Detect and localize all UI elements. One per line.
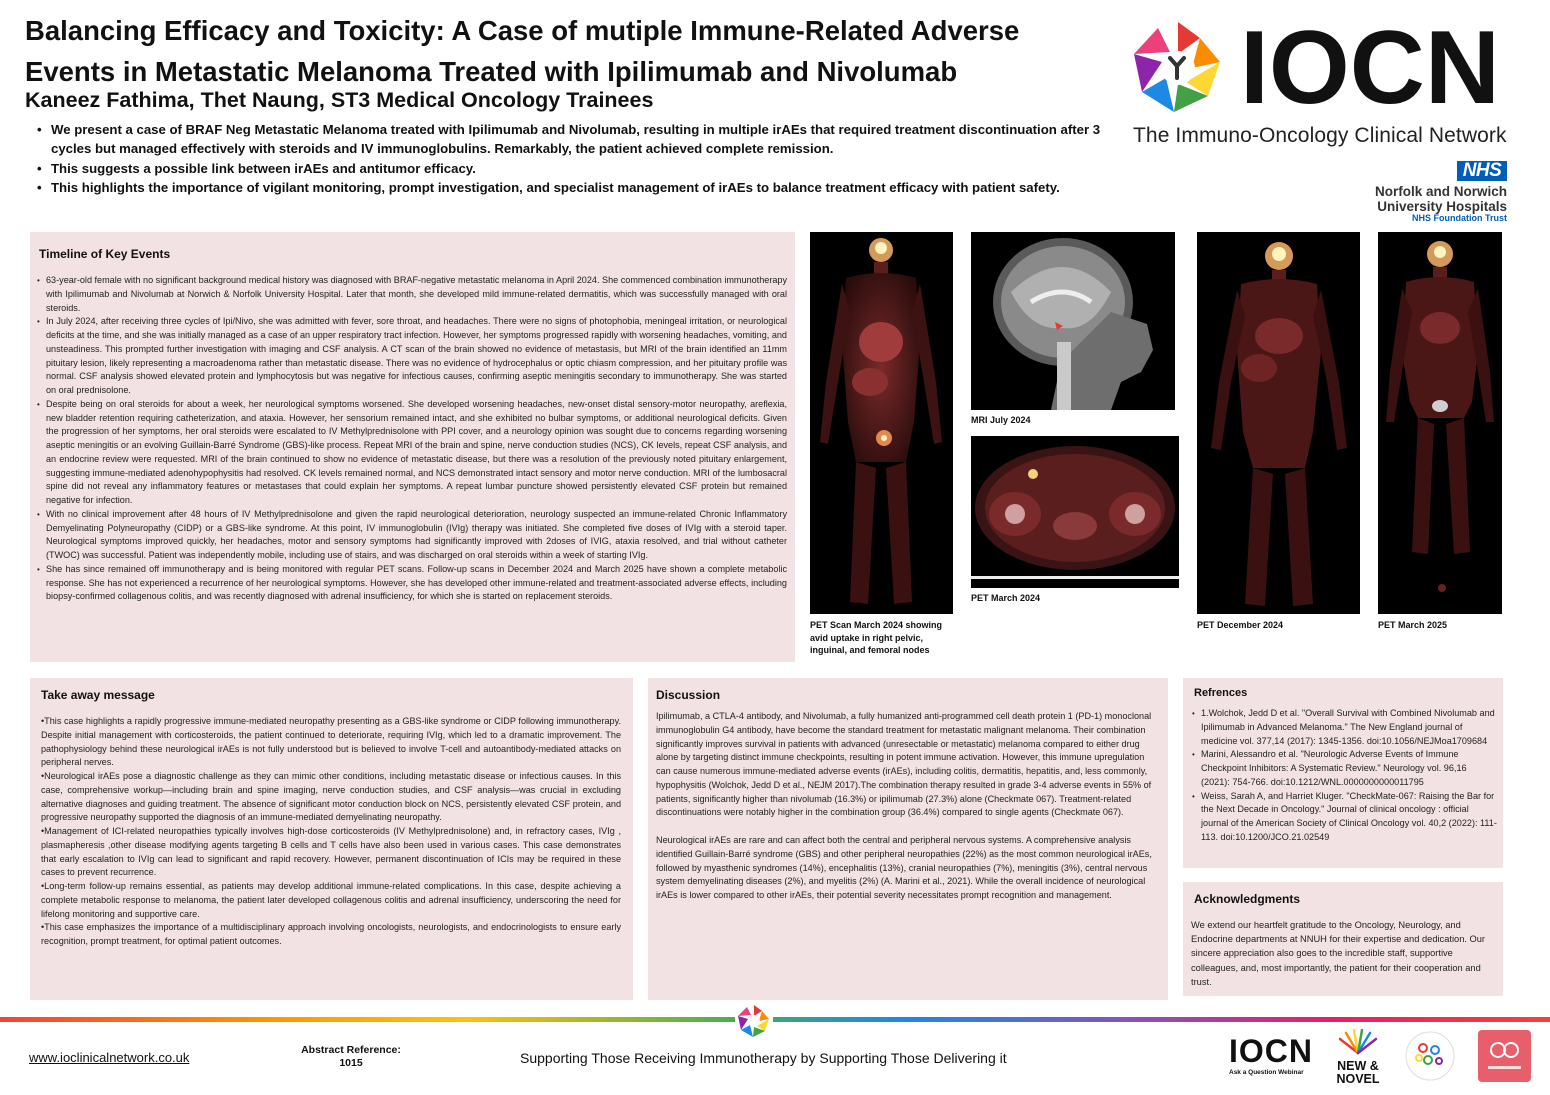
pet-dec-caption: PET December 2024 xyxy=(1197,620,1284,630)
timeline-list xyxy=(37,274,787,604)
intro-bullet: • We present a case of BRAF Neg Metastatic Melanoma treated with Ipilimumab and Nivolumab, resulting in multiple irAEs that required treatment discontinuation after 3 cycles but managed effectively with steroids and IV immunoglobulins. Remarkably, the patient achieved complete remission. xyxy=(35,120,1105,159)
acknowledgments-text: We extend our heartfelt gratitude to the Oncology, Neurology, and Endocrine departments at NNUH for their expertise and dedication. Our sincere appreciation also goes to the incredible staff, supportive colleagues, and, most importantly, the patient for their cooperation and trust. xyxy=(1191,920,1486,987)
sunburst-icon xyxy=(1332,1029,1384,1055)
abstract-label: Abstract Reference: xyxy=(301,1044,401,1056)
takeaway-text xyxy=(41,715,621,949)
acknowledgments-panel xyxy=(1183,882,1503,996)
mri-july-2024-image xyxy=(971,232,1175,410)
pet-pelvis-caption: PET March 2024 xyxy=(971,593,1041,603)
reference-item: • Marini, Alessandro et al. "Neurologic Adverse Events of Immune Checkpoint Inhibitors: A Systematic Review." Neurology vol. 96,16 (2021): 754-766. doi:10.1212/WNL.0000000000011795 xyxy=(1192,748,1497,789)
discussion-panel xyxy=(648,678,1168,1000)
discussion-heading: Discussion xyxy=(656,688,721,702)
nhs-logo: NHS xyxy=(1457,161,1507,181)
acknowledgments-heading: Acknowledgments xyxy=(1194,892,1301,906)
discussion-text xyxy=(656,710,1156,917)
iocn-flower-icon xyxy=(1128,18,1528,118)
timeline-item: • 63-year-old female with no significant background medical history was diagnosed with BRAF-negative metastatic melanoma in April 2024. She commenced combination immunotherapy with Ipilimumab and Nivolumab at Norwich & Norfolk University Hospital. Later that month, she developed mild immune-related dermatitis, which was successfully managed with oral steroids. xyxy=(37,274,787,315)
national-io-education-forum-logo xyxy=(1395,1028,1465,1084)
reference-item: • Weiss, Sarah A, and Harriet Kluger. "CheckMate-067: Raising the Bar for the Next Decade in Oncology." Journal of clinical oncology : official journal of the American Society of Clinical Oncology vol. 40,2 (2022): 111-113. doi:10.1200/JCO.21.02549 xyxy=(1192,790,1497,845)
reference-item: • 1.Wolchok, Jedd D et al. "Overall Survival with Combined Nivolumab and Ipilimumab in Advanced Melanoma." The New England journal of medicine vol. 377,14 (2017): 1345-1356. doi:10.1056/NEJMoa1709684 xyxy=(1192,707,1497,748)
iocn-logo xyxy=(1128,18,1528,118)
takeaway-paragraph: •This case highlights a rapidly progressive immune-mediated neuropathy presenting as a GBS-like syndrome or CIDP following immunotherapy. Despite initial management with corticosteroids, the patient continued to deteriorate, requiring IVIg, which led to a dramatic improvement. The pathophysiology behind these neurological irAEs is not fully understood but is believed to involve T-cell and autoantibody-mediated attacks on peripheral nerves. xyxy=(41,716,621,768)
abstract-number: 1015 xyxy=(339,1057,363,1069)
timeline-item: • With no clinical improvement after 48 hours of IV Methylprednisolone and given the rapid neurological deterioration, neurology suspected an immune-related Chronic Inflammatory Demyelinating Polyneuropathy (CIDP) or a GBS-like syndrome. At this point, IV immunoglobulin (IVIg) therapy was initiated. She completed five doses of IVIg with a steroid taper. Neurological symptoms improved quickly, her headaches, motor and sensory symptoms had significantly improved with 2doses of IVIG, ataxia resolved, and trial without catheter (TWOC) was successful. Patient was independently mobile, including use of stairs, and was discharged on oral steroids within a week of starting IVIg. xyxy=(37,508,787,563)
pet-december-2024-image xyxy=(1197,232,1360,614)
takeaway-paragraph: •Long-term follow-up remains essential, as patients may develop additional immune-related complications. In this case, despite achieving a complete metabolic response to melanoma, the patient later developed collagenous colitis and adrenal insufficiency, underscoring the need for lifelong monitoring and supportive care. xyxy=(41,881,621,919)
takeaway-paragraph: •This case emphasizes the importance of a multidisciplinary approach involving oncologists, neurologists, and endocrinologists to ensure early recognition, prompt treatment, for optimal patient outcomes. xyxy=(41,922,621,946)
new-novel-line1: NEW & xyxy=(1337,1059,1379,1073)
discussion-paragraph: Neurological irAEs are rare and can affect both the central and peripheral nervous systems. A comprehensive analysis identified Guillain-Barré syndrome (GBS) and other peripheral neuropathies (22%) as the most common neurological irAEs, followed by myasthenic syndromes (14%), encephalitis (13%), cranial neuropathies (7%), meningitis (3%), central nervous system demyelinating diseases (2%), and myelitis (2%) (A. Marini et al., 2021). While the overall incidence of neurological irAEs is lower compared to other irAEs, their potential severity necessitates prompt recognition and management. xyxy=(656,835,1152,900)
references-heading: Refrences xyxy=(1194,687,1248,699)
the-immunoscientists-logo xyxy=(1478,1030,1531,1082)
new-and-novel-logo xyxy=(1332,1029,1384,1086)
iocn-webinar-logo xyxy=(1229,1035,1313,1076)
nhs-trust-name: Norfolk and Norwich University Hospitals xyxy=(1374,184,1507,214)
nhs-foundation-trust: NHS Foundation Trust xyxy=(1412,213,1507,223)
footer-rainbow-divider xyxy=(0,1017,1550,1022)
abstract-reference xyxy=(298,1044,404,1070)
new-novel-line2: NOVEL xyxy=(1336,1072,1380,1086)
discussion-paragraph: Ipilimumab, a CTLA-4 antibody, and Nivolumab, a fully humanized anti-programmed cell death protein 1 (PD-1) monoclonal immunoglobulin G4 antibody, have become the standard treatment for metastatic malignant melanoma. Their combination significantly improves survival in patients with advanced (unresectable or metastatic) melanoma compared to either drug alone by targeting distinct immune checkpoints, resulting in potent immune activation. However, this immune upregulation can cause numerous immune-mediated adverse events (irAEs), including colitis, dermatitis, hepatitis, and, less commonly, hypophysitis (Wolchok, Jedd D et al., NEJM 2017).The combination therapy resulted in grade 3-4 adverse events in 55% of patients, significantly higher than nivolumab (16.3%) or ipilimumab (27.3%) alone (Checkmate 067). Treatment-related discontinuations were notably higher in the combination group (36.4%) compared to single agents (Checkmate 067). xyxy=(656,711,1152,818)
intro-bullet: • This suggests a possible link between irAEs and antitumor efficacy. xyxy=(35,159,1105,178)
footer-slogan: Supporting Those Receiving Immunotherapy by Supporting Those Delivering it xyxy=(520,1050,1007,1066)
svg-text:IOCN: IOCN xyxy=(1240,18,1500,118)
pet-scan-march-2024-image xyxy=(810,232,953,614)
takeaway-panel xyxy=(30,678,633,1000)
intro-bullets xyxy=(35,120,1105,198)
timeline-item: • Despite being on oral steroids for about a week, her neurological symptoms worsened. She developed worsening headaches, new-onset distal sensory-motor neuropathy, areflexia, new bladder retention requiring catheterization, and ataxia. However, her sensorium remained intact, and she exhibited no bulbar symptoms, or additional neurological deficits. Given the progression of her symptoms, her oral steroids were escalated to IV Methylprednisolone with PPI cover, and a neurology opinion was sought due to concerns regarding worsening aseptic meningitis or an evolving Guillain-Barré Syndrome (GBS)-like process. Repeat MRI of the brain and spine, nerve conduction studies (NCS), CK levels, repeat CSF analysis, and an endocrine review were requested. MRI of the brain continued to show no evidence of metastatic disease, but there was a resolution of the previously noted pituitary enlargement, suggesting immune-mediated adenohypophysitis had resolved. CK levels remained normal, and NCS demonstrated intact sensory and motor nerve conduction. MRI of the lumbosacral spine did not reveal any inflammatory features or metastases that could explain her symptoms. A repeat lumbar puncture showed persistently elevated CSF protein but remained negative for infection. xyxy=(37,398,787,508)
authors: Kaneez Fathima, Thet Naung, ST3 Medical Oncology Trainees xyxy=(25,88,654,112)
iocn-webinar-logo-text: IOCN xyxy=(1229,1033,1313,1069)
takeaway-paragraph: •Management of ICI-related neuropathies typically involves high-dose corticosteroids (IV Methylprednisolone) and, in refractory cases, IVIg , plasmapheresis ,other disease modifying agents targeting B cells and T cells have also been used in various cases. This case demonstrates that early escalation to IVIg can lead to significant and rapid recovery. However, permanent discontinuation of ICIs may be required in these cases to prevent recurrence. xyxy=(41,826,621,878)
timeline-panel xyxy=(30,232,795,662)
pet-mar2025-caption: PET March 2025 xyxy=(1378,620,1448,630)
intro-bullet: • This highlights the importance of vigilant monitoring, prompt investigation, and specialist management of irAEs to balance treatment efficacy with patient safety. xyxy=(35,178,1105,197)
takeaway-paragraph: •Neurological irAEs pose a diagnostic challenge as they can mimic other conditions, including metastatic disease or infectious causes. In this case, comprehensive workup—including brain and spine imaging, nerve conduction studies, and CSF analysis—was crucial in excluding alternative diagnoses and guiding treatment. The absence of significant motor conduction block on NCS, persistently elevated CSF protein, and progressive neuropathy supported the diagnosis of an immune-mediated demyelinating neuropathy. xyxy=(41,771,621,823)
mri-caption: MRI July 2024 xyxy=(971,415,1031,425)
pet-pelvis-march-2024-image xyxy=(971,436,1179,588)
iocn-webinar-subtitle: Ask a Question Webinar xyxy=(1229,1069,1304,1076)
timeline-item: • She has since remained off immunotherapy and is being monitored with regular PET scans. Follow-up scans in December 2024 and March 2025 have shown a complete metabolic response. She has not experienced a recurrence of her neurological symptoms. However, she has developed other immune-related and treatment-associated adverse effects, including biopsy-confirmed collagenous colitis, and was recently diagnosed with adrenal insufficiency, for which she is started on replacement steroids. xyxy=(37,563,787,604)
iocn-tagline: The Immuno-Oncology Clinical Network xyxy=(1133,124,1507,147)
website-link[interactable]: www.ioclinicalnetwork.co.uk xyxy=(29,1050,190,1065)
pet-march-2025-image xyxy=(1378,232,1502,614)
timeline-heading: Timeline of Key Events xyxy=(39,247,171,261)
timeline-item: • In July 2024, after receiving three cycles of Ipi/Nivo, she was admitted with fever, sore throat, and headaches. There were no signs of photophobia, meningeal irritation, or neurological deficits at the time, and she was initially managed as a case of an upper respiratory tract infection. However, her symptoms progressed rapidly with worsening headaches, vomiting, and unsteadiness. This prompted further investigation with imaging and CSF analysis. A CT scan of the brain showed no evidence of metastasis, but MRI of the brain identified an 11mm pituitary lesion, likely representing a macroadenoma rather than metastatic disease. There was no evidence of hydrocephalus or optic chiasm compression, and her pituitary profile was normal. CSF analysis showed elevated protein and lymphocytosis but was negative for infectious causes, confirming aseptic meningitis secondary to immunotherapy. She was started on oral prednisolone. xyxy=(37,315,787,398)
references-list xyxy=(1192,707,1497,845)
references-panel xyxy=(1183,678,1503,868)
takeaway-heading: Take away message xyxy=(41,688,155,702)
pet-march-2024-caption: PET Scan March 2024 showing avid uptake in right pelvic, inguinal, and femoral nodes xyxy=(810,620,943,655)
iocn-small-logo-icon xyxy=(735,1003,773,1039)
poster-title: Balancing Efficacy and Toxicity: A Case of mutiple Immune-Related Adverse Events in Metastatic Melanoma Treated with Ipilimumab and Nivolumab xyxy=(25,15,1020,87)
